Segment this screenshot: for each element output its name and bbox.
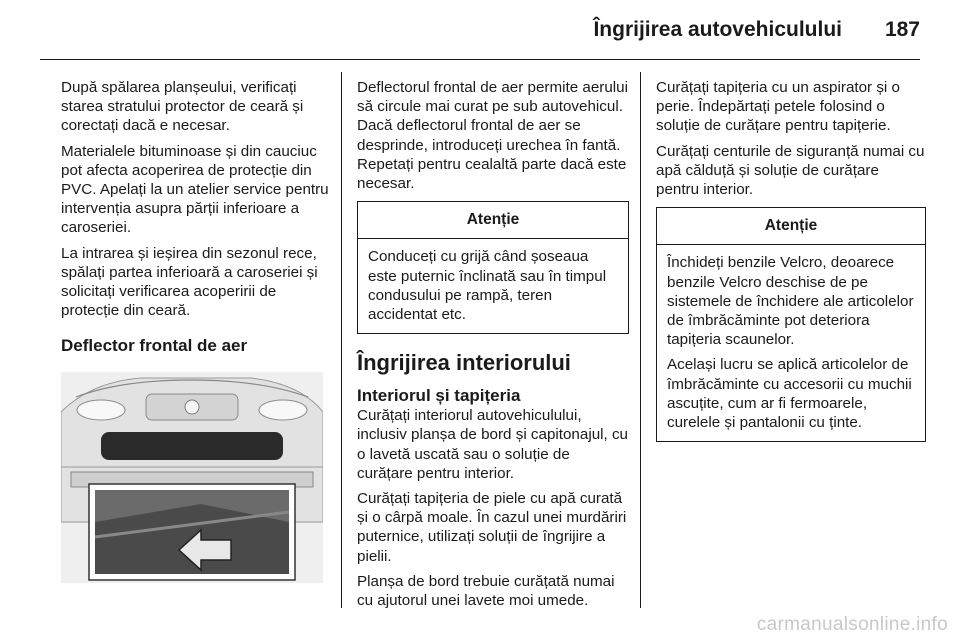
warning-box: [357, 201, 629, 334]
warning-text: Același lucru se aplică articolelor de îmbrăcăminte cu accesorii cu muchii ascuțite, cum ar fi fermoarele, curelele și pantalonii cu ținte.: [667, 356, 912, 432]
warning-title: Atenție: [657, 208, 925, 245]
column-divider: [640, 72, 641, 608]
section-heading: Îngrijirea interiorului: [357, 350, 571, 376]
page-title: Îngrijirea autovehiculului: [593, 18, 842, 41]
watermark: carmanualsonline.info: [756, 614, 948, 635]
paragraph: Deflectorul frontal de aer permite aerului să circule mai curat pe sub autovehicul. Dacă deflectorul frontal de aer se desprinde, introduceți urechea în fantă. Repetați pentru cealaltă parte dacă este necesar.: [357, 79, 628, 193]
paragraph: Curățați centurile de siguranță numai cu apă călduță și soluție de curățare pentru interior.: [656, 142, 925, 199]
page-number: 187: [884, 18, 920, 41]
column-1: [61, 78, 331, 583]
paragraph: Curățați tapițeria cu un aspirator și o perie. Îndepărtați petele folosind o soluție de curățare pentru tapițerie.: [656, 79, 900, 135]
warning-title: Atenție: [358, 202, 628, 239]
column-divider: [341, 72, 342, 608]
paragraph: Curățați interiorul autovehiculului, inclusiv planșa de bord și capitonajul, cu o lavetă uscată sau o soluție de curățare pentru interior.: [357, 407, 629, 482]
paragraph: La intrarea și ieșirea din sezonul rece, spălați partea inferioară a caroseriei și solicitați verificarea acoperirii de protecție din ceară.: [61, 244, 318, 320]
paragraph: După spălarea planșeului, verificați starea stratului protector de ceară și corectați dacă e necesar.: [61, 79, 304, 135]
car-front-image-icon: [61, 372, 323, 583]
header-rule: [40, 59, 920, 60]
column-2: [357, 78, 629, 616]
warning-box: [656, 207, 926, 442]
section-heading: Deflector frontal de aer: [61, 336, 248, 356]
warning-text: Închideți benzile Velcro, deoarece benzile Velcro deschise de pe sistemele de închidere ale articolelor de îmbrăcăminte pot deteriora tapițeria scaunelor.: [667, 254, 914, 349]
paragraph: Planșa de bord trebuie curățată numai cu ajutorul unei lavete moi umede.: [357, 572, 615, 610]
warning-text: Conduceți cu grijă când șoseaua este puternic înclinată sau în timpul condusului pe rampă, teren accidentat etc.: [368, 248, 607, 324]
paragraph: Curățați tapițeria de piele cu apă curată și o cârpă moale. În cazul unei murdăriri puternice, utilizați soluții de îngrijire a pielii.: [357, 490, 627, 565]
subsection-heading: Interiorul și tapițeria: [357, 386, 521, 406]
column-3: [656, 78, 926, 442]
page-header: [0, 0, 960, 62]
air-deflector-illustration: [61, 372, 323, 583]
paragraph: Materialele bituminoase și din cauciuc pot afecta acoperirea de protecție din PVC. Apelați la un atelier service pentru intervenția asupra părții inferioare a caroseriei.: [61, 142, 329, 237]
